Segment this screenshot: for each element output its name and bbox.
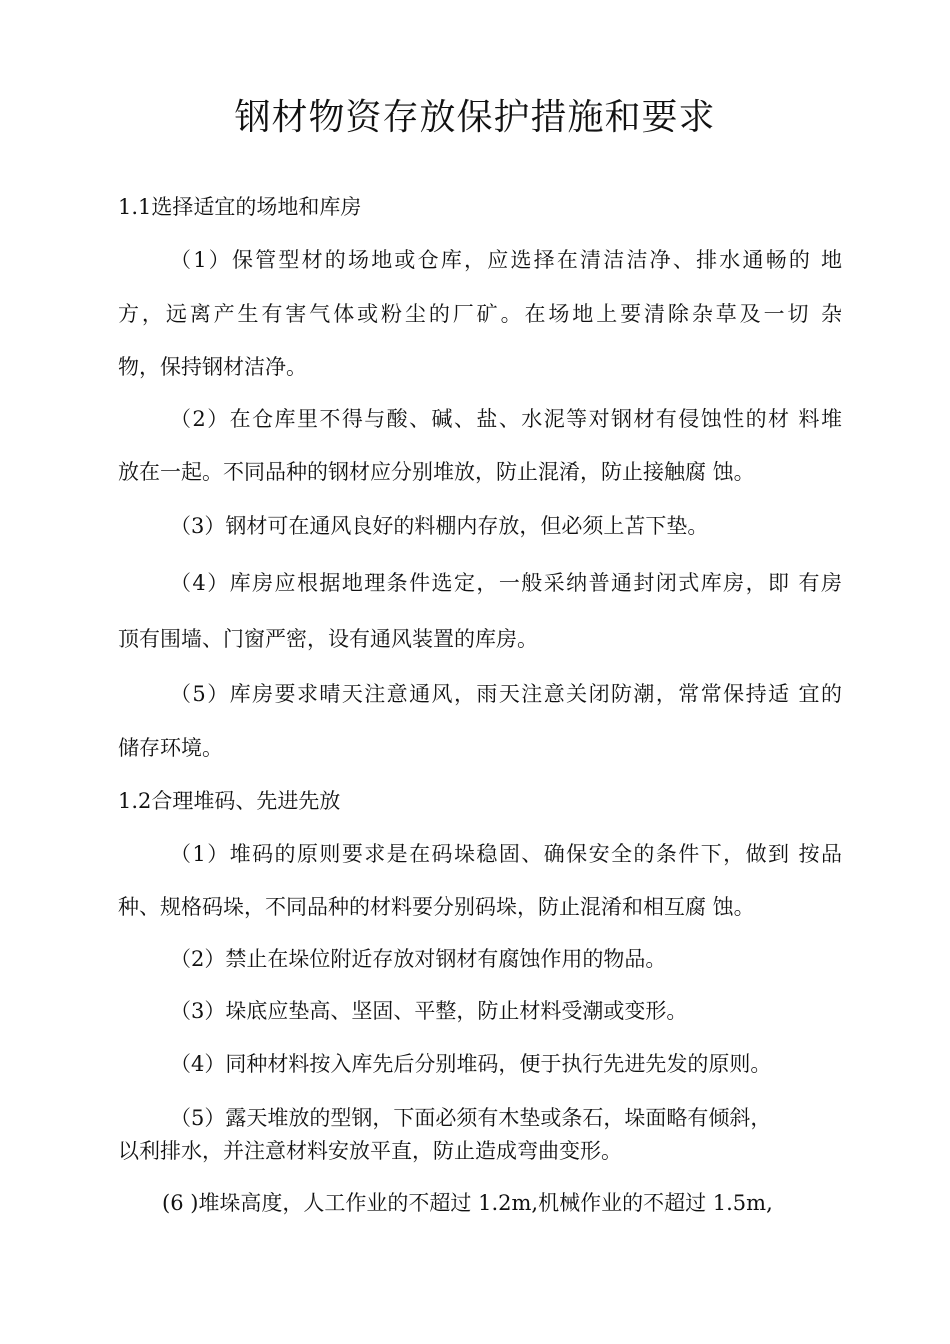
paragraph-line: 以利排水，并注意材料安放平直，防止造成弯曲变形。 [118,1139,622,1163]
section-heading-1-1: 1.1选择适宜的场地和库房 [118,195,362,219]
section-heading-1-2: 1.2合理堆码、先进先放 [118,789,341,813]
paragraph-line: （3）钢材可在通风良好的料棚内存放，但必须上苫下垫。 [170,514,709,538]
paragraph-line: （1）堆码的原则要求是在码垛稳固、确保安全的条件下，做到 按品 [170,842,842,866]
paragraph-line: （2）在仓库里不得与酸、碱、盐、水泥等对钢材有侵蚀性的材 料堆 [170,407,842,431]
paragraph-line: （5）露天堆放的型钢，下面必须有木垫或条石，垛面略有倾斜， [170,1106,772,1130]
document-title: 钢材物资存放保护措施和要求 [234,97,716,138]
paragraph-line: （2）禁止在垛位附近存放对钢材有腐蚀作用的物品。 [170,947,667,971]
paragraph-line: 物，保持钢材洁净。 [118,355,307,379]
paragraph-line: （4）同种材料按入库先后分别堆码，便于执行先进先发的原则。 [170,1052,772,1076]
paragraph-line: （3）垛底应垫高、坚固、平整，防止材料受潮或变形。 [170,999,688,1023]
paragraph-line: 储存环境。 [118,736,223,760]
paragraph-line: （5）库房要求晴天注意通风，雨天注意关闭防潮，常常保持适 宜的 [170,682,842,706]
paragraph-line: 种、规格码垛，不同品种的材料要分别码垛，防止混淆和相互腐 蚀。 [118,895,755,919]
paragraph-line: （4）库房应根据地理条件选定，一般采纳普通封闭式库房，即 有房 [170,571,842,595]
paragraph-line: (6 )堆垛高度，人工作业的不超过 1.2m,机械作业的不超过 1.5m, [162,1191,773,1215]
paragraph-line: 放在一起。不同品种的钢材应分别堆放，防止混淆，防止接触腐 蚀。 [118,460,755,484]
paragraph-line: 方，远离产生有害气体或粉尘的厂矿。在场地上要清除杂草及一切 杂 [118,302,842,326]
paragraph-line: （1）保管型材的场地或仓库，应选择在清洁洁净、排水通畅的 地 [170,248,842,272]
paragraph-line: 顶有围墙、门窗严密，设有通风装置的库房。 [118,627,538,651]
